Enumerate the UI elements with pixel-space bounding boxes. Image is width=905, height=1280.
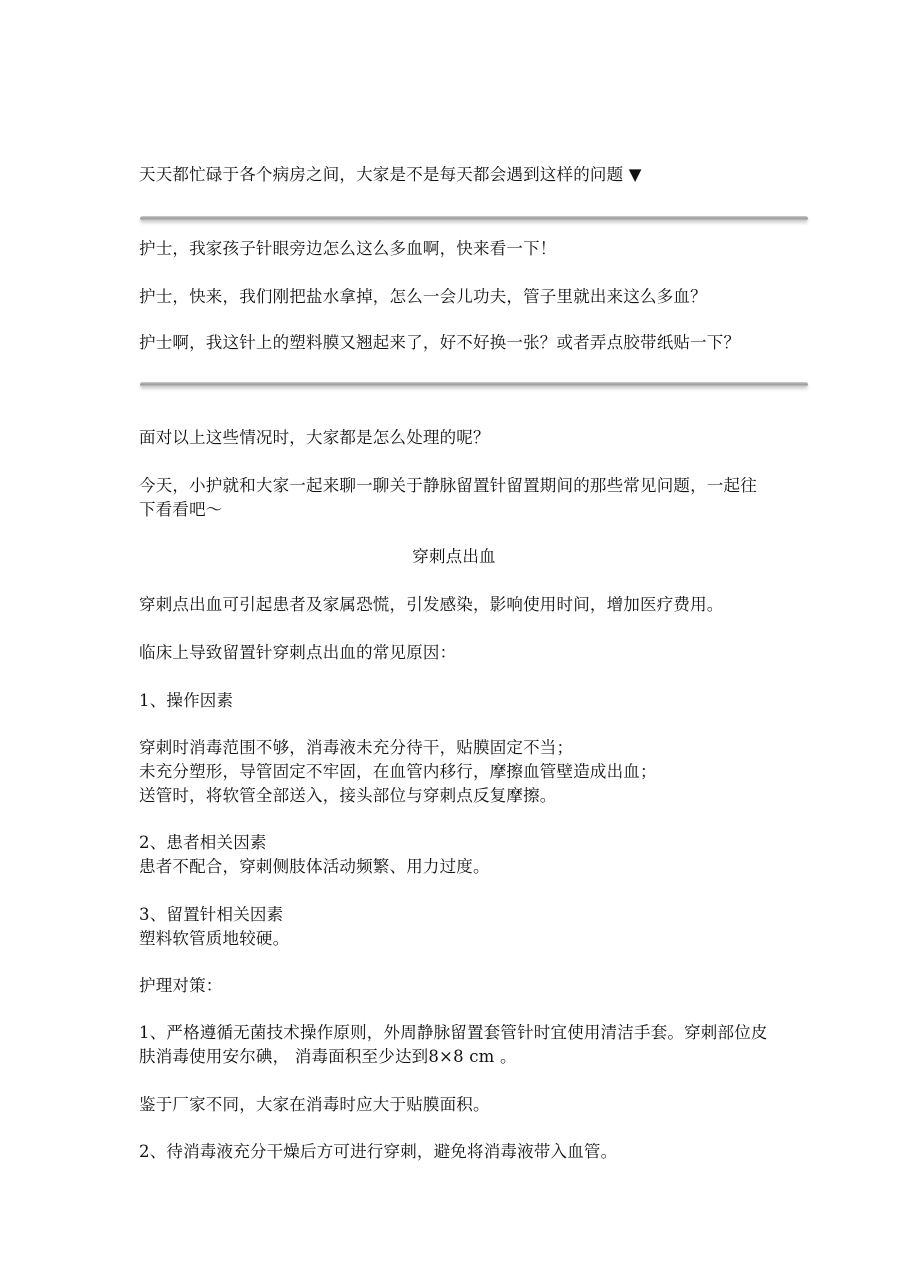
quote-1: 护士，我家孩子针眼旁边怎么这么多血啊，快来看一下！ [139,239,557,258]
factor-1-item: 送管时，将软管全部送入，接头部位与穿刺点反复摩擦。 [139,786,557,805]
causes-intro: 临床上导致留置针穿刺点出血的常见原因： [139,643,457,662]
harm-paragraph: 穿刺点出血可引起患者及家属恐慌，引发感染，影响使用时间，增加医疗费用。 [139,595,724,614]
bottom-divider [140,382,808,387]
factor-1-item: 未充分塑形，导管固定不牢固，在血管内移行，摩擦血管壁造成出血； [139,762,657,781]
factor-2-title: 2、患者相关因素 [139,833,267,852]
question-paragraph: 面对以上这些情况时，大家都是怎么处理的呢？ [139,428,490,447]
quote-3: 护士啊，我这针上的塑料膜又翘起来了，好不好换一张？或者弄点胶带纸贴一下？ [139,333,741,352]
intro-headline: 天天都忙碌于各个病房之间，大家是不是每天都会遇到这样的问题 ▼ [139,165,642,184]
factor-1-item: 穿刺时消毒范围不够，消毒液未充分待干，贴膜固定不当； [139,738,574,757]
top-divider [140,216,808,221]
factor-3-title: 3、留置针相关因素 [139,905,284,924]
section-title: 穿刺点出血 [412,547,496,566]
measure-1: 1、严格遵循无菌技术操作原则，外周静脉留置套管针时宜使用清洁手套。穿刺部位皮肤消毒使用安尔碘， 消毒面积至少达到8×8 cm 。 [139,1023,768,1066]
note-paragraph: 鉴于厂家不同，大家在消毒时应大于贴膜面积。 [139,1095,490,1114]
factor-2-text: 患者不配合，穿刺侧肢体活动频繁、用力过度。 [139,857,490,876]
today-paragraph: 今天，小护就和大家一起来聊一聊关于静脉留置针留置期间的那些常见问题，一起往下看看吧～ [139,476,757,519]
measure-2: 2、待消毒液充分干燥后方可进行穿刺，避免将消毒液带入血管。 [139,1142,618,1161]
factor-3-text: 塑料软管质地较硬。 [139,929,290,948]
factor-1-title: 1、操作因素 [139,691,234,710]
quote-2: 护士，快来，我们刚把盐水拿掉，怎么一会儿功夫，管子里就出来这么多血？ [139,287,707,306]
measures-title: 护理对策： [139,976,223,995]
